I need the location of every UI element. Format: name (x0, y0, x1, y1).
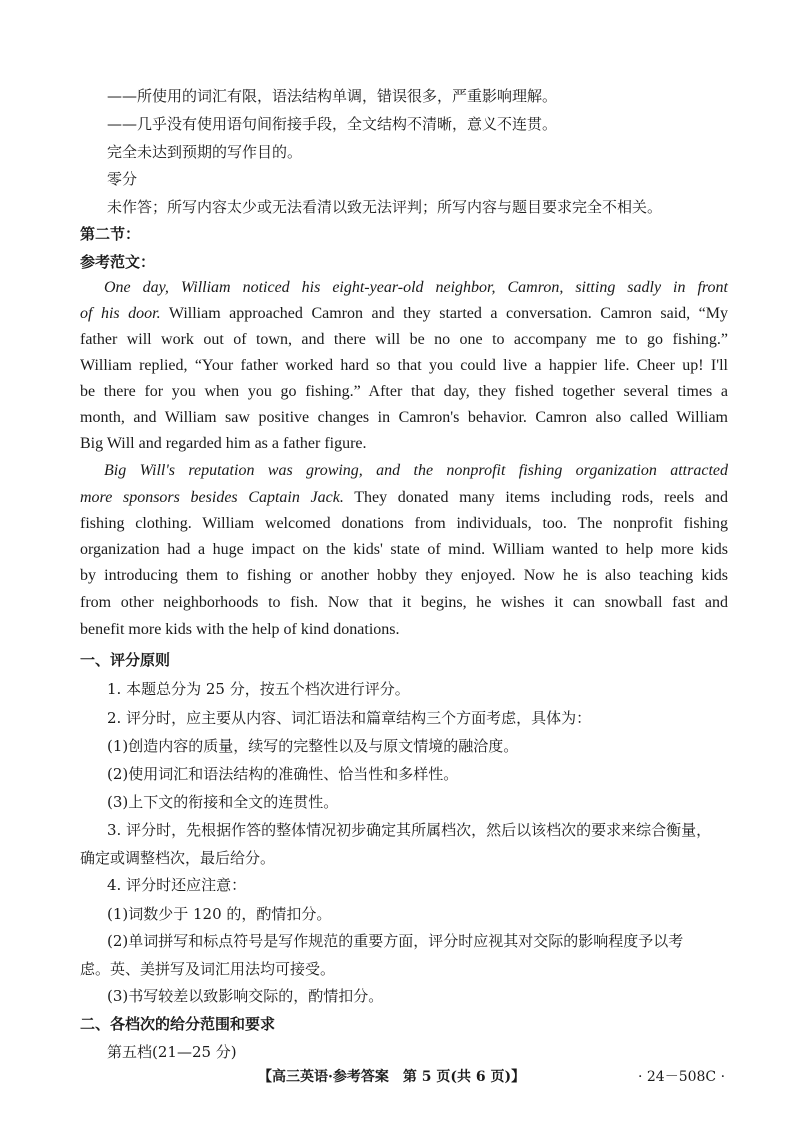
essay-p2-line: fishing clothing. William welcomed donations from individuals, too. The nonprofit fishing (80, 515, 728, 532)
principle-item: 2. 评分时，应主要从内容、词汇语法和篇章结构三个方面考虑，具体为： (107, 709, 592, 727)
page-footer: 【高三英语·参考答案 第 5 页(共 6 页)】 (258, 1069, 526, 1085)
essay-p2-text: They donated many items including rods, reels and (343, 489, 728, 506)
principle-subitem: (3)上下文的衔接和全文的连贯性。 (107, 793, 339, 811)
principle-subitem-continued: 虑。英、美拼写及词汇用法均可接受。 (80, 960, 336, 978)
principle-subitem: (1)词数少于 120 的，酌情扣分。 (107, 905, 332, 923)
sample-essay-heading: 参考范文： (80, 253, 156, 271)
principle-item-continued: 确定或调整档次，最后给分。 (80, 849, 276, 867)
essay-p1-line: be there for you when you go fishing.” After that day, they fished together several times a (80, 383, 728, 400)
scoring-principles-heading: 一、评分原则 (80, 651, 171, 669)
document-code: · 24－508C · (638, 1069, 726, 1085)
principle-item: 1. 本题总分为 25 分，按五个档次进行评分。 (107, 680, 410, 698)
criteria-line-cohesion: ——几乎没有使用语句间衔接手段，全文结构不清晰，意义不连贯。 (107, 115, 558, 133)
essay-p2-italic: more sponsors besides Captain Jack. (80, 489, 344, 506)
criteria-line-vocab: ——所使用的词汇有限，语法结构单调，错误很多，严重影响理解。 (107, 87, 558, 105)
essay-p1-line: month, and William saw positive changes in Camron's behavior. Camron also called William (80, 409, 728, 426)
zero-score-text: 未作答；所写内容太少或无法看清以致无法评判；所写内容与题目要求完全不相关。 (107, 198, 663, 216)
principle-item: 3. 评分时，先根据作答的整体情况初步确定其所属档次，然后以该档次的要求来综合衡量， (107, 821, 712, 839)
essay-p2-line: by introducing them to fishing or another hobby they enjoyed. Now he is also teaching kids (80, 567, 728, 584)
level-five-label: 第五档(21—25 分) (107, 1043, 237, 1061)
principle-subitem: (2)使用词汇和语法结构的准确性、恰当性和多样性。 (107, 765, 459, 783)
principle-subitem: (3)书写较差以致影响交际的，酌情扣分。 (107, 987, 384, 1005)
essay-p2-line: organization had a huge impact on the kids' state of mind. William wanted to help more kids (80, 541, 728, 558)
essay-p1-line: William replied, “Your father worked hard so that you could live a happier life. Cheer up! I'll (80, 357, 728, 374)
levels-heading: 二、各档次的给分范围和要求 (80, 1015, 276, 1033)
essay-p1-text: William approached Camron and they started a conversation. Camron said, “My (160, 305, 728, 322)
essay-p1-line: Big Will and regarded him as a father figure. (80, 435, 367, 452)
essay-p1-line (80, 302, 728, 326)
principle-subitem: (2)单词拼写和标点符号是写作规范的重要方面，评分时应视其对交际的影响程度予以考 (107, 932, 684, 950)
essay-p1-line: father will work out of town, and there will be no one to accompany me to go fishing.” (80, 331, 728, 348)
essay-p1-line: One day, William noticed his eight-year-old neighbor, Camron, sitting sadly in front (104, 279, 728, 296)
essay-p2-line: from other neighborhoods to fish. Now that it begins, he wishes it can snowball fast and (80, 594, 728, 611)
essay-p1-italic: of his door. (80, 305, 161, 322)
principle-subitem: (1)创造内容的质量，续写的完整性以及与原文情境的融洽度。 (107, 737, 519, 755)
essay-p2-line (80, 486, 728, 510)
zero-score-heading: 零分 (107, 170, 138, 188)
essay-p2-line: Big Will's reputation was growing, and the nonprofit fishing organization attracted (104, 462, 728, 479)
principle-item: 4. 评分时还应注意： (107, 876, 247, 894)
section-two-heading: 第二节： (80, 225, 141, 243)
essay-p2-line: benefit more kids with the help of kind donations. (80, 621, 400, 638)
criteria-line-purpose: 完全未达到预期的写作目的。 (107, 143, 303, 161)
